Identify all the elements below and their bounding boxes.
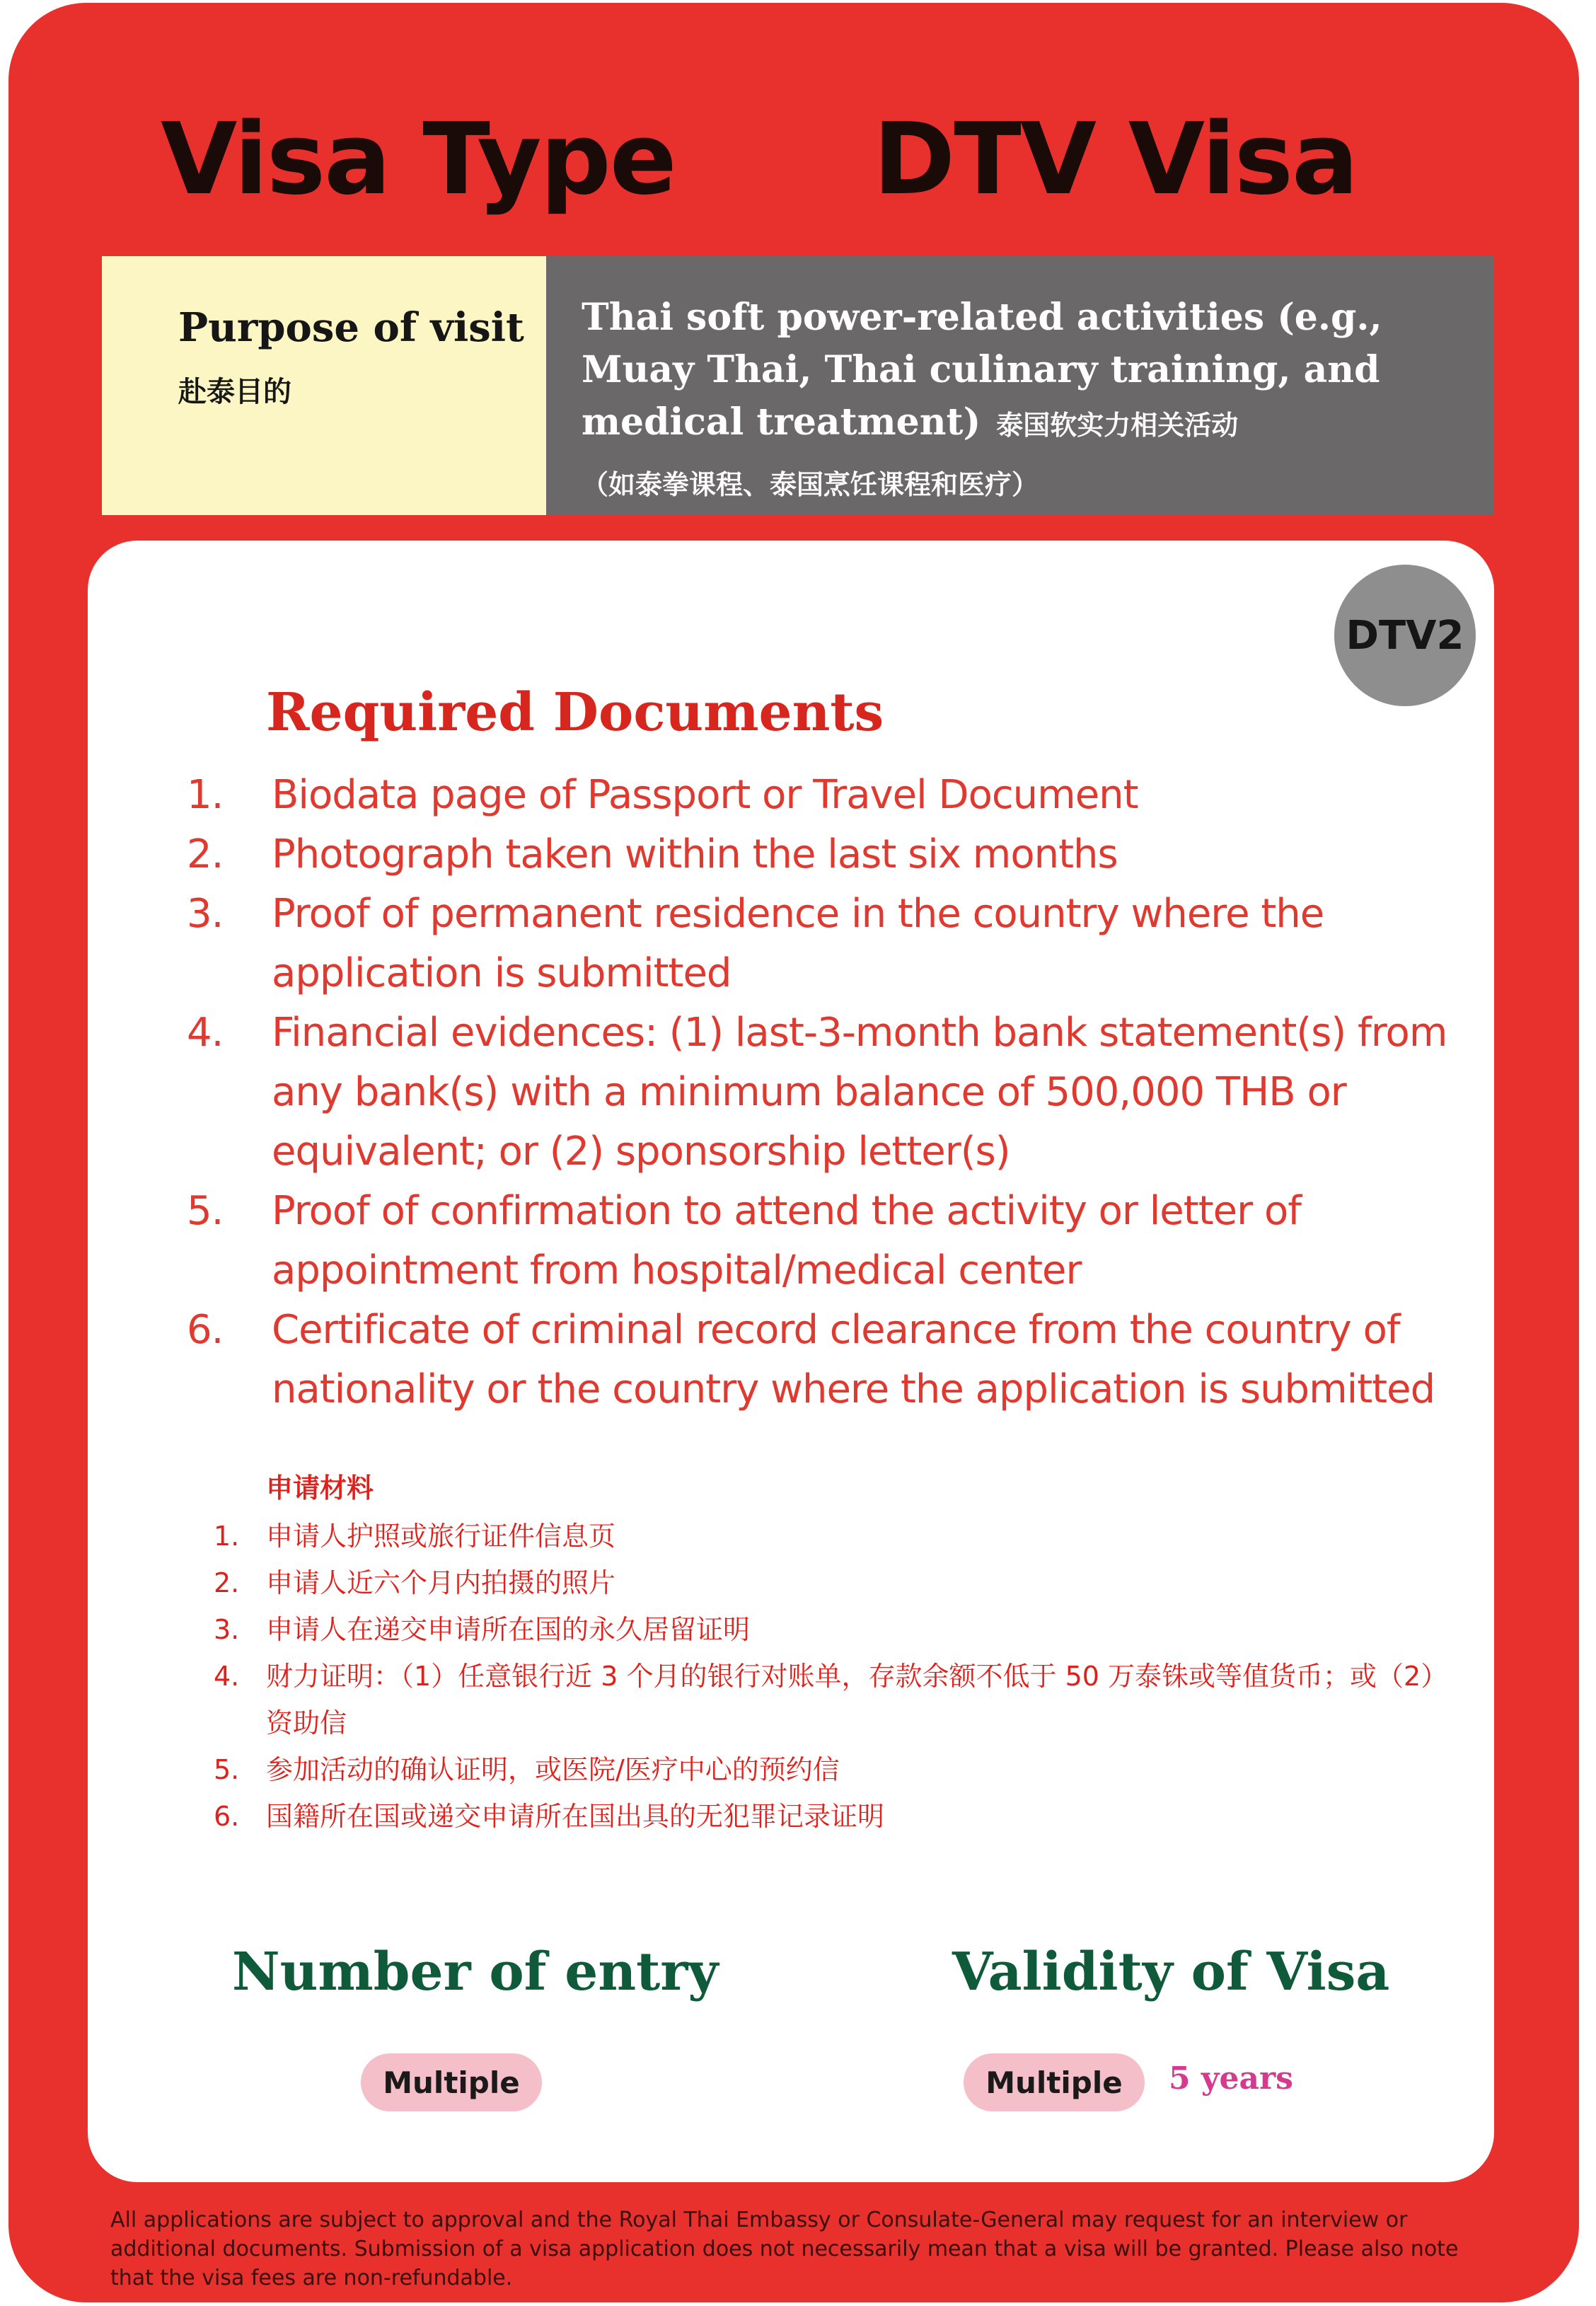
list-item-number: 5. (214, 1754, 240, 1785)
list-item-text: Proof of permanent residence in the country where the application is submitted (272, 891, 1324, 996)
list-item (187, 884, 1474, 1003)
list-item-number: 3. (187, 891, 224, 937)
required-documents-list-zh (214, 1513, 1473, 1840)
purpose-description-en: Thai soft power-related activities (e.g., Muay Thai, Thai culinary training, and medical treatment) (582, 296, 1382, 444)
list-item-number: 1. (187, 772, 224, 818)
list-item-number: 2. (214, 1567, 240, 1598)
list-item (187, 1003, 1474, 1182)
required-documents-list-en (187, 766, 1474, 1419)
list-item-text: Certificate of criminal record clearance from the country of nationality or the country where the application is submitted (272, 1307, 1435, 1412)
visa-name: DTV Visa (873, 102, 1358, 217)
list-item-number: 1. (214, 1521, 240, 1552)
disclaimer-text: All applications are subject to approval and the Royal Thai Embassy or Consulate-General may request for an interview or additional documents. Submission of a visa application does not necessarily mean that a visa will be granted. Please also note that the visa fees are non-refundable. (110, 2208, 1459, 2290)
required-documents-title-zh: 申请材料 (266, 1472, 374, 1504)
list-item (187, 766, 1474, 825)
purpose-label-en: Purpose of visit (178, 304, 524, 351)
list-item-text: 财力证明：（1）任意银行近 3 个月的银行对账单，存款余额不低于 50 万泰铢或等值货币；或（2）资助信 (266, 1661, 1448, 1739)
purpose-description-zh-2: （如泰拳课程、泰国烹饪课程和医疗） (582, 469, 1039, 500)
list-item (214, 1513, 1473, 1560)
purpose-description-box (546, 256, 1494, 515)
list-item (187, 825, 1474, 884)
list-item-number: 2. (187, 831, 224, 877)
required-documents-title: Required Documents (266, 682, 884, 743)
list-item-number: 4. (214, 1661, 240, 1692)
validity-duration: 5 years (1169, 2060, 1293, 2097)
list-item (214, 1793, 1473, 1840)
list-item-text: 参加活动的确认证明，或医院/医疗中心的预约信 (266, 1754, 840, 1785)
list-item-number: 6. (214, 1801, 240, 1832)
purpose-description-zh-1: 泰国软实力相关活动 (996, 410, 1239, 441)
list-item (214, 1560, 1473, 1606)
list-item-number: 6. (187, 1307, 224, 1353)
list-item-text: 申请人在递交申请所在国的永久居留证明 (266, 1614, 751, 1645)
list-item (214, 1606, 1473, 1653)
list-item (187, 1301, 1474, 1419)
purpose-description (582, 292, 1480, 451)
list-item-text: Biodata page of Passport or Travel Document (272, 772, 1138, 818)
list-item-text: 申请人近六个月内拍摄的照片 (266, 1567, 616, 1598)
list-item-text: 申请人护照或旅行证件信息页 (266, 1521, 616, 1552)
visa-info-card (8, 3, 1579, 2302)
requirements-panel (88, 541, 1494, 2182)
validity-type-pill: Multiple (964, 2053, 1145, 2111)
list-item (214, 1746, 1473, 1793)
list-item-text: Photograph taken within the last six months (272, 831, 1118, 877)
dtv-category-badge: DTV2 (1334, 565, 1476, 706)
purpose-label-zh: 赴泰目的 (178, 376, 291, 408)
purpose-label-box (102, 256, 546, 515)
visa-type-label: Visa Type (161, 102, 676, 217)
list-item (187, 1182, 1474, 1301)
list-item (214, 1653, 1473, 1746)
validity-title: Validity of Visa (952, 1942, 1390, 2002)
list-item-number: 5. (187, 1188, 224, 1234)
entry-type-pill: Multiple (361, 2053, 542, 2111)
list-item-text: Financial evidences: (1) last-3-month bank statement(s) from any bank(s) with a minimum balance of 500,000 THB or equivalent; or (2) sponsorship letter(s) (272, 1010, 1447, 1175)
list-item-number: 4. (187, 1010, 224, 1056)
list-item-text: 国籍所在国或递交申请所在国出具的无犯罪记录证明 (266, 1801, 885, 1832)
list-item-text: Proof of confirmation to attend the activity or letter of appointment from hospital/medical center (272, 1188, 1301, 1293)
list-item-number: 3. (214, 1614, 240, 1645)
number-of-entry-title: Number of entry (232, 1942, 719, 2002)
